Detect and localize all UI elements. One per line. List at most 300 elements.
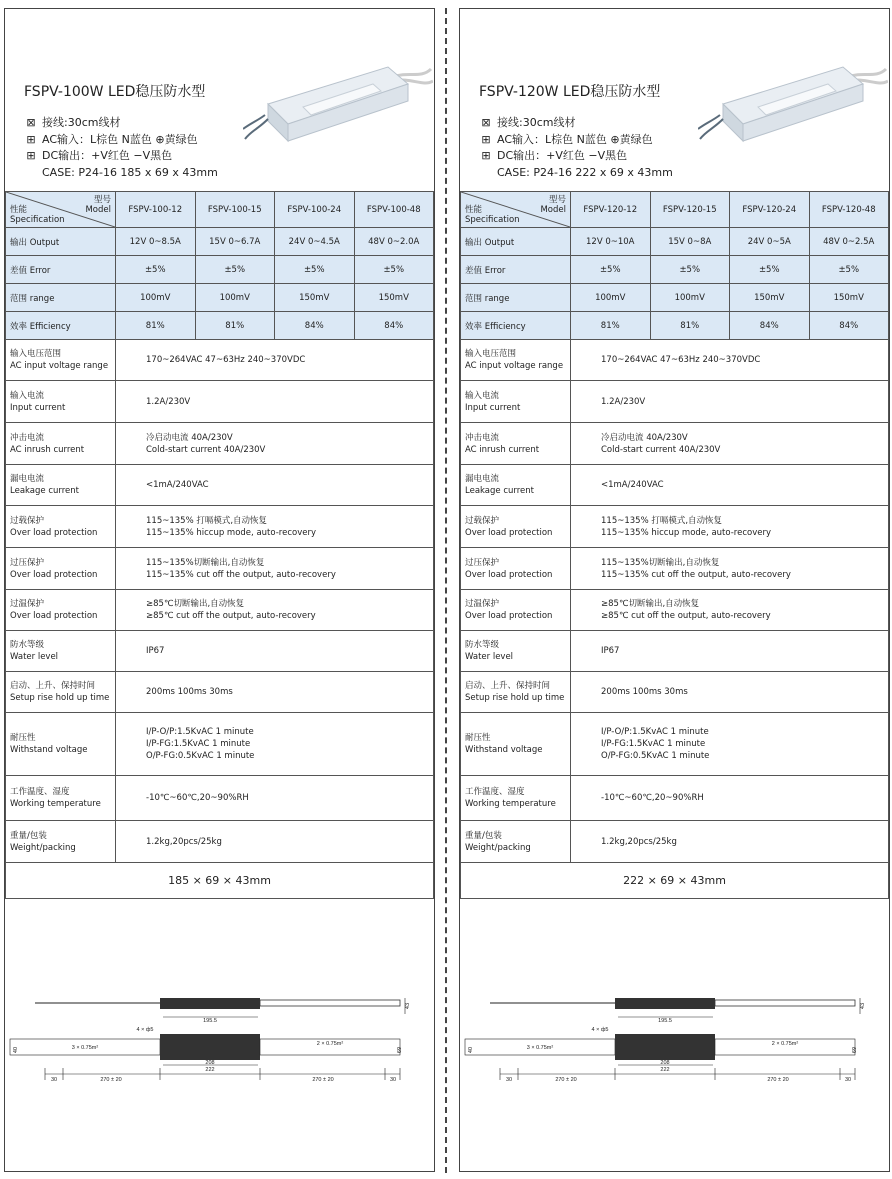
spec-label-zh: 启动、上升、保持时间	[465, 681, 551, 691]
output-lead-top	[715, 1000, 855, 1006]
spec-row-label	[461, 381, 571, 423]
table-cell: ±5%	[571, 256, 651, 284]
dim-wire-in-length: 270 ± 20	[100, 1077, 122, 1083]
spec-row-value	[571, 590, 889, 631]
spec-value-line: I/P-FG:1.5KvAC 1 minute	[601, 739, 706, 749]
dim-lead-right: 30	[844, 1077, 852, 1083]
dimensions-row	[461, 863, 889, 899]
spec-label-en: Water level	[465, 652, 514, 662]
spec-label-en: Setup rise hold up time	[465, 693, 565, 703]
spec-label-en: Withstand voltage	[10, 745, 88, 755]
table-cell: 81%	[650, 312, 730, 340]
spec-label-en: Setup rise hold up time	[10, 693, 110, 703]
ac-input-icon: ⊞	[481, 132, 491, 146]
spec-row-label	[461, 590, 571, 631]
housing-side-view	[160, 1034, 260, 1060]
spec-row	[461, 340, 889, 381]
table-cell: 12V 0~10A	[571, 228, 651, 256]
spec-row-label	[6, 506, 116, 548]
table-cell: 81%	[195, 312, 275, 340]
table-row	[6, 228, 434, 256]
row-label: 差值 Error	[6, 256, 116, 284]
dim-width-inner: 208	[660, 1060, 670, 1066]
spec-value-line: 115~135% 打嗝模式,自动恢复	[601, 515, 723, 526]
header-corner-cell	[6, 192, 116, 228]
spec-value-line: 115~135% hiccup mode, auto-recovery	[146, 527, 316, 538]
wire-input-spec: 3 × 0.75m²	[526, 1045, 554, 1051]
table-cell: ±5%	[650, 256, 730, 284]
spec-row-value	[571, 465, 889, 506]
model-header-cell: FSPV-120-15	[650, 192, 730, 228]
model-header-cell: FSPV-120-48	[809, 192, 889, 228]
spec-summary	[24, 115, 218, 181]
spec-row-value	[571, 381, 889, 423]
model-header-cell: FSPV-120-12	[571, 192, 651, 228]
spec-value-line: 200ms 100ms 30ms	[601, 687, 688, 697]
spec-line-text: CASE: P24-16 222 x 69 x 43mm	[497, 165, 673, 179]
spec-row-value	[116, 776, 434, 821]
model-header-cell: FSPV-100-15	[195, 192, 275, 228]
spec-row-label	[461, 672, 571, 713]
dim-height-side: 69	[397, 1046, 403, 1054]
wire-output-spec: 2 × 0.75m²	[771, 1041, 799, 1047]
spec-row	[461, 631, 889, 672]
spec-row	[461, 821, 889, 863]
spec-value-line: 115~135% 打嗝模式,自动恢复	[146, 515, 268, 526]
spec-value-line: O/P-FG:0.5KvAC 1 minute	[146, 751, 255, 761]
spec-row-label	[6, 423, 116, 465]
spec-value-line: 冷启动电流 40A/230V	[601, 432, 688, 443]
table-row	[461, 312, 889, 340]
table-cell: 48V 0~2.0A	[354, 228, 434, 256]
cut-line-divider	[445, 8, 447, 1173]
spec-row-label	[461, 548, 571, 590]
spec-row-value	[116, 465, 434, 506]
table-cell: 84%	[275, 312, 355, 340]
spec-row-value	[116, 506, 434, 548]
table-cell: 15V 0~6.7A	[195, 228, 275, 256]
table-cell: ±5%	[116, 256, 196, 284]
spec-label-en: AC input voltage range	[10, 361, 109, 371]
spec-table	[5, 191, 434, 899]
spec-row-value	[571, 548, 889, 590]
spec-label-en: Leakage current	[10, 486, 79, 496]
spec-line-text: AC输入：L棕色 N蓝色 ⊕黄绿色	[42, 132, 198, 146]
spec-value-line: 1.2kg,20pcs/25kg	[601, 836, 677, 847]
spec-line-text: DC输出：+V红色 −V黑色	[42, 149, 173, 162]
spec-label-en: Specification	[465, 215, 520, 225]
spec-line-ac	[479, 132, 673, 149]
dim-height-input: 40	[13, 1046, 19, 1054]
spec-row	[6, 672, 434, 713]
spec-table-body	[6, 192, 434, 899]
spec-line-text: AC输入：L棕色 N蓝色 ⊕黄绿色	[497, 132, 653, 146]
spec-row-value	[116, 672, 434, 713]
spec-line-dc	[479, 148, 673, 165]
spec-value-line: 冷启动电流 40A/230V	[146, 432, 233, 443]
table-cell: 150mV	[809, 284, 889, 312]
table-cell: 150mV	[354, 284, 434, 312]
spec-label-en: Over load protection	[10, 569, 98, 580]
spec-value-line: 170~264VAC 47~63Hz 240~370VDC	[601, 355, 761, 365]
dim-wire-in-length: 270 ± 20	[555, 1077, 577, 1083]
table-row	[461, 228, 889, 256]
spec-row	[6, 821, 434, 863]
table-cell: 150mV	[275, 284, 355, 312]
spec-label-en: Weight/packing	[465, 842, 531, 853]
spec-row-label	[6, 381, 116, 423]
spec-label-zh: 性能	[465, 205, 483, 215]
spec-row-label	[461, 631, 571, 672]
spec-row-label	[6, 548, 116, 590]
spec-row-label	[6, 465, 116, 506]
spec-row	[461, 423, 889, 465]
spec-row	[461, 590, 889, 631]
spec-value-line: 1.2kg,20pcs/25kg	[146, 836, 222, 847]
ac-input-icon: ⊞	[26, 132, 36, 146]
table-row	[6, 256, 434, 284]
spec-row	[6, 506, 434, 548]
spec-row	[461, 672, 889, 713]
row-label: 效率 Efficiency	[6, 312, 116, 340]
spec-label-en: AC inrush current	[465, 444, 540, 455]
dim-holes: 4 × ф5	[136, 1027, 154, 1033]
spec-label-zh: 性能	[10, 205, 28, 215]
spec-row-value	[571, 713, 889, 776]
table-cell: 100mV	[195, 284, 275, 312]
spec-row-value	[571, 423, 889, 465]
table-cell: 24V 0~4.5A	[275, 228, 355, 256]
housing-top-view	[615, 998, 715, 1009]
spec-row-value	[116, 631, 434, 672]
dim-holes: 4 × ф5	[591, 1027, 609, 1033]
spec-label-zh: 冲击电流	[10, 432, 45, 443]
spec-value-line: 200ms 100ms 30ms	[146, 687, 233, 697]
model-label-zh: 型号	[548, 195, 566, 205]
spec-row	[461, 465, 889, 506]
spec-row-label	[6, 776, 116, 821]
table-cell: 84%	[809, 312, 889, 340]
spec-row-label	[6, 631, 116, 672]
spec-label-en: Leakage current	[465, 486, 534, 496]
spec-label-en: Over load protection	[10, 611, 98, 621]
spec-label-en: AC input voltage range	[465, 361, 564, 371]
row-label: 范围 range	[6, 284, 116, 312]
table-header-row	[6, 192, 434, 228]
spec-row-label	[461, 821, 571, 863]
spec-value-line: ≥85℃ cut off the output, auto-recovery	[146, 611, 316, 621]
dim-lead-right: 30	[389, 1077, 397, 1083]
product-panel-right	[459, 8, 890, 1172]
spec-row-label	[461, 340, 571, 381]
model-header-cell: FSPV-120-24	[730, 192, 810, 228]
spec-line-case	[24, 165, 218, 182]
table-row	[461, 284, 889, 312]
spec-row-label	[6, 713, 116, 776]
dim-height-top: 43	[405, 1002, 411, 1010]
table-cell: 100mV	[116, 284, 196, 312]
spec-label-zh: 漏电电流	[465, 474, 500, 484]
housing-side-view	[615, 1034, 715, 1060]
product-image	[243, 59, 433, 199]
dim-lead-left: 30	[505, 1077, 513, 1083]
spec-row-value	[571, 340, 889, 381]
spec-line-case	[479, 165, 673, 182]
spec-row	[461, 776, 889, 821]
spec-row	[6, 548, 434, 590]
table-cell: 48V 0~2.5A	[809, 228, 889, 256]
spec-row-label	[461, 506, 571, 548]
spec-label-en: Working temperature	[10, 799, 101, 809]
header-model-label	[540, 195, 566, 215]
spec-label-zh: 重量/包装	[10, 830, 47, 841]
table-cell: 100mV	[650, 284, 730, 312]
spec-line-text: 接线:30cm线材	[42, 116, 121, 129]
spec-value-line: ≥85℃切断输出,自动恢复	[146, 599, 245, 609]
dim-length: 195.5	[203, 1018, 217, 1024]
spec-value-line: I/P-O/P:1.5KvAC 1 minute	[146, 727, 254, 737]
spec-line-dc	[24, 148, 218, 165]
dimension-drawing	[460, 984, 889, 1104]
row-label: 输出 Output	[6, 228, 116, 256]
spec-row	[6, 590, 434, 631]
dim-width-outer: 222	[205, 1067, 215, 1073]
output-lead-top	[260, 1000, 400, 1006]
spec-label-zh: 防水等级	[465, 640, 500, 650]
model-label-en: Model	[85, 205, 111, 215]
product-panel-left	[4, 8, 435, 1172]
dimension-drawing	[5, 984, 434, 1104]
dimensions-text: 222 × 69 × 43mm	[461, 863, 889, 899]
row-label: 范围 range	[461, 284, 571, 312]
spec-line-text: 接线:30cm线材	[497, 116, 576, 129]
spec-label-zh: 输入电压范围	[10, 349, 62, 359]
spec-line-wiring	[24, 115, 218, 132]
table-cell: ±5%	[354, 256, 434, 284]
table-cell: 84%	[730, 312, 810, 340]
spec-value-line: -10℃~60℃,20~90%RH	[601, 793, 704, 803]
spec-value-line: I/P-FG:1.5KvAC 1 minute	[146, 739, 251, 749]
spec-label-en: Over load protection	[465, 611, 553, 621]
spec-label-zh: 冲击电流	[465, 432, 500, 443]
table-cell: 84%	[354, 312, 434, 340]
wire-input-spec: 3 × 0.75m²	[71, 1045, 99, 1051]
spec-row-value	[116, 381, 434, 423]
spec-row-value	[116, 713, 434, 776]
spec-label-zh: 输入电压范围	[465, 349, 517, 359]
table-cell: ±5%	[730, 256, 810, 284]
spec-label-zh: 漏电电流	[10, 474, 45, 484]
dimensions-row	[6, 863, 434, 899]
spec-label-zh: 输入电流	[465, 390, 500, 401]
table-cell: 24V 0~5A	[730, 228, 810, 256]
dim-height-side: 69	[852, 1046, 858, 1054]
wire-output-spec: 2 × 0.75m²	[316, 1041, 344, 1047]
spec-label-en: Over load protection	[465, 569, 553, 580]
spec-row	[6, 465, 434, 506]
spec-row-value	[571, 776, 889, 821]
spec-row-value	[116, 340, 434, 381]
spec-row-value	[571, 631, 889, 672]
housing-top-view	[160, 998, 260, 1009]
spec-row-value	[116, 821, 434, 863]
wiring-icon: ⊠	[26, 116, 36, 129]
spec-table	[460, 191, 889, 899]
spec-label-en: Input current	[10, 402, 66, 413]
spec-row-label	[461, 713, 571, 776]
spec-row-value	[571, 506, 889, 548]
spec-row	[6, 340, 434, 381]
spec-value-line: -10℃~60℃,20~90%RH	[146, 793, 249, 803]
spec-row-value	[116, 548, 434, 590]
spec-label-en: Withstand voltage	[465, 745, 543, 755]
spec-row-label	[461, 465, 571, 506]
spec-label-zh: 防水等级	[10, 640, 45, 650]
spec-line-ac	[24, 132, 218, 149]
product-title: FSPV-100W LED稳压防水型	[24, 84, 206, 100]
spec-value-line: Cold-start current 40A/230V	[146, 444, 266, 455]
spec-label-en: AC inrush current	[10, 444, 85, 455]
spec-label-zh: 耐压性	[465, 733, 491, 743]
dim-wire-out-length: 270 ± 20	[767, 1077, 789, 1083]
dim-width-outer: 222	[660, 1067, 670, 1073]
row-label: 效率 Efficiency	[461, 312, 571, 340]
table-cell: 81%	[116, 312, 196, 340]
spec-row	[6, 713, 434, 776]
table-cell: 12V 0~8.5A	[116, 228, 196, 256]
dim-height-input: 40	[468, 1046, 474, 1054]
spec-row-label	[461, 423, 571, 465]
spec-value-line: <1mA/240VAC	[601, 480, 664, 490]
spec-line-wiring	[479, 115, 673, 132]
spec-row-label	[461, 776, 571, 821]
spec-row-label	[6, 590, 116, 631]
dc-output-icon: ⊞	[481, 149, 491, 162]
spec-label-zh: 工作温度、湿度	[465, 787, 525, 797]
spec-value-line: IP67	[146, 646, 165, 656]
spec-row-value	[116, 423, 434, 465]
spec-row-label	[6, 340, 116, 381]
spec-label-en: Over load protection	[465, 527, 553, 538]
row-label: 差值 Error	[461, 256, 571, 284]
header-spec-label	[465, 205, 520, 225]
spec-value-line: O/P-FG:0.5KvAC 1 minute	[601, 751, 710, 761]
spec-label-zh: 重量/包装	[465, 830, 502, 841]
dim-lead-left: 30	[50, 1077, 58, 1083]
spec-label-en: Weight/packing	[10, 842, 76, 853]
dc-output-icon: ⊞	[26, 149, 36, 162]
spec-row	[461, 506, 889, 548]
table-cell: 100mV	[571, 284, 651, 312]
dim-width-inner: 208	[205, 1060, 215, 1066]
spec-value-line: ≥85℃切断输出,自动恢复	[601, 599, 700, 609]
spec-value-line: I/P-O/P:1.5KvAC 1 minute	[601, 727, 709, 737]
table-header-row	[461, 192, 889, 228]
spec-value-line: 115~135% cut off the output, auto-recovery	[601, 569, 791, 580]
table-cell: ±5%	[195, 256, 275, 284]
spec-row	[6, 423, 434, 465]
product-image	[698, 59, 888, 199]
table-cell: ±5%	[809, 256, 889, 284]
table-cell: 81%	[571, 312, 651, 340]
spec-value-line: Cold-start current 40A/230V	[601, 444, 721, 455]
spec-value-line: 115~135% hiccup mode, auto-recovery	[601, 527, 771, 538]
table-cell: 150mV	[730, 284, 810, 312]
spec-value-line: 115~135%切断输出,自动恢复	[146, 557, 265, 568]
spec-row	[6, 381, 434, 423]
spec-row-value	[571, 672, 889, 713]
spec-value-line: 115~135% cut off the output, auto-recovery	[146, 569, 336, 580]
table-row	[461, 256, 889, 284]
spec-row	[461, 713, 889, 776]
spec-label-zh: 过温保护	[465, 599, 500, 609]
model-label-zh: 型号	[93, 195, 111, 205]
dimensions-text: 185 × 69 × 43mm	[6, 863, 434, 899]
spec-label-zh: 过压保护	[10, 557, 45, 568]
spec-row	[6, 631, 434, 672]
table-cell: 15V 0~8A	[650, 228, 730, 256]
spec-label-zh: 启动、上升、保持时间	[10, 681, 96, 691]
dim-height-top: 43	[860, 1002, 866, 1010]
spec-label-en: Over load protection	[10, 527, 98, 538]
table-row	[6, 312, 434, 340]
spec-row-label	[6, 672, 116, 713]
spec-value-line: 1.2A/230V	[146, 396, 191, 407]
spec-label-zh: 输入电流	[10, 390, 45, 401]
dim-length: 195.5	[658, 1018, 672, 1024]
header-spec-label	[10, 205, 65, 225]
spec-value-line: 115~135%切断输出,自动恢复	[601, 557, 720, 568]
spec-row-value	[571, 821, 889, 863]
spec-label-en: Working temperature	[465, 799, 556, 809]
spec-row-value	[116, 590, 434, 631]
spec-row-label	[6, 821, 116, 863]
table-cell: ±5%	[275, 256, 355, 284]
spec-summary	[479, 115, 673, 181]
spec-row	[461, 381, 889, 423]
spec-label-zh: 过压保护	[465, 557, 500, 568]
row-label: 输出 Output	[461, 228, 571, 256]
model-header-cell: FSPV-100-48	[354, 192, 434, 228]
spec-label-zh: 过温保护	[10, 599, 45, 609]
spec-value-line: 170~264VAC 47~63Hz 240~370VDC	[146, 355, 306, 365]
spec-value-line: 1.2A/230V	[601, 396, 646, 407]
spec-line-text: CASE: P24-16 185 x 69 x 43mm	[42, 165, 218, 179]
table-row	[6, 284, 434, 312]
spec-label-zh: 耐压性	[10, 733, 36, 743]
spec-row	[6, 776, 434, 821]
spec-label-zh: 工作温度、湿度	[10, 787, 70, 797]
model-label-en: Model	[540, 205, 566, 215]
model-header-cell: FSPV-100-24	[275, 192, 355, 228]
spec-value-line: ≥85℃ cut off the output, auto-recovery	[601, 611, 771, 621]
wiring-icon: ⊠	[481, 116, 491, 129]
dim-wire-out-length: 270 ± 20	[312, 1077, 334, 1083]
product-title: FSPV-120W LED稳压防水型	[479, 84, 661, 100]
spec-label-zh: 过载保护	[10, 515, 45, 526]
spec-value-line: IP67	[601, 646, 620, 656]
spec-label-en: Specification	[10, 215, 65, 225]
spec-label-zh: 过载保护	[465, 515, 500, 526]
spec-line-text: DC输出：+V红色 −V黑色	[497, 149, 628, 162]
spec-value-line: <1mA/240VAC	[146, 480, 209, 490]
spec-table-body	[461, 192, 889, 899]
spec-label-en: Water level	[10, 652, 59, 662]
spec-row	[461, 548, 889, 590]
spec-label-en: Input current	[465, 402, 521, 413]
header-corner-cell	[461, 192, 571, 228]
model-header-cell: FSPV-100-12	[116, 192, 196, 228]
